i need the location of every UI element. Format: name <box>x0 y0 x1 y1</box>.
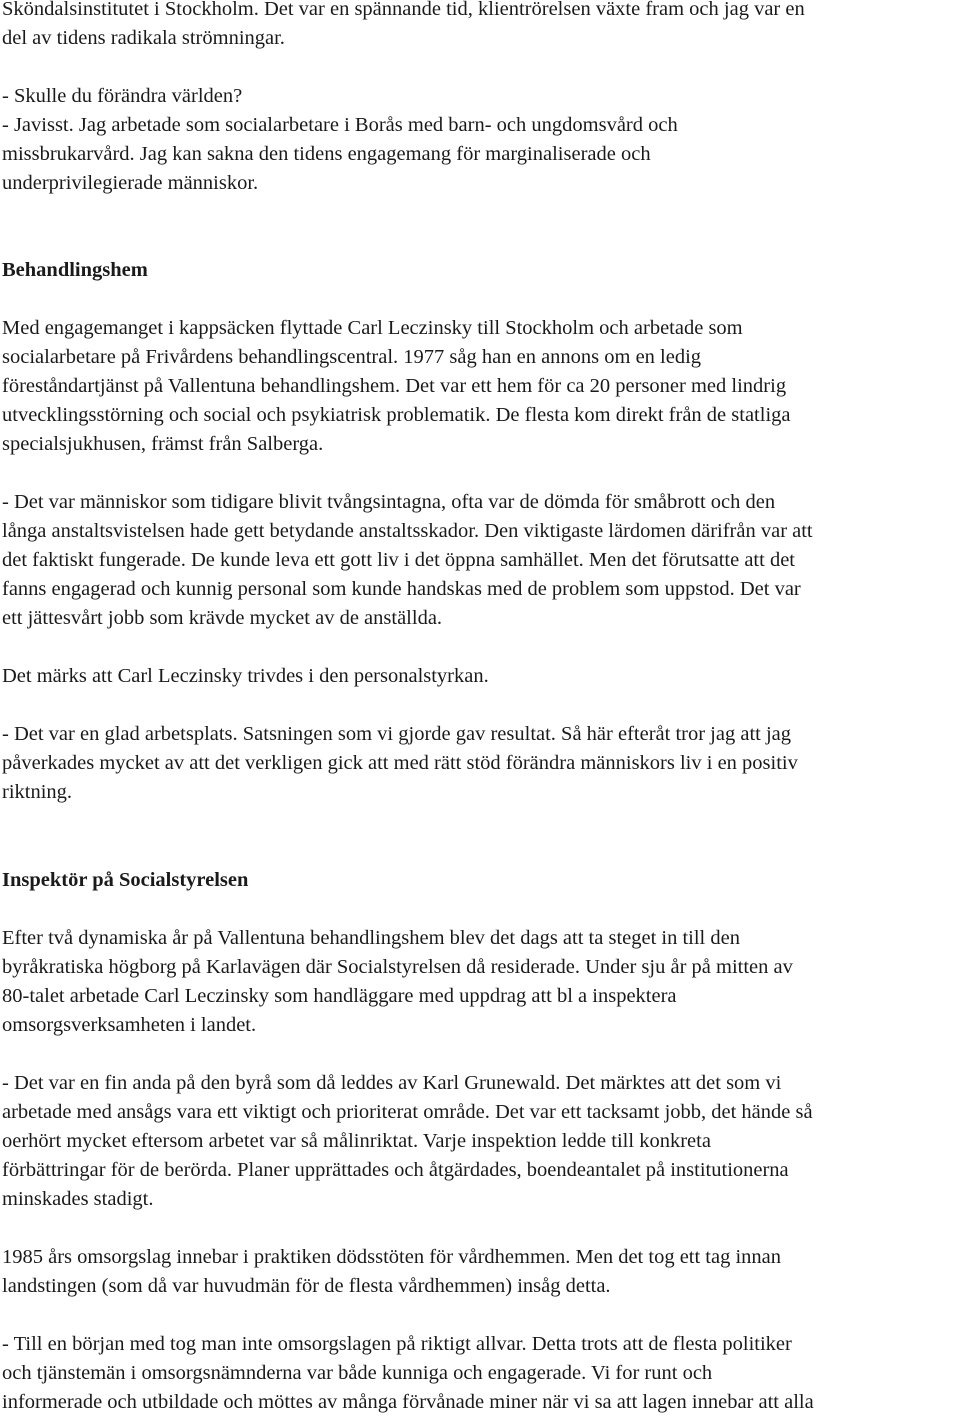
text-line: Med engagemanget i kappsäcken flyttade Carl Leczinsky till Stockholm och arbetade som <box>2 317 743 339</box>
text-line: utvecklingsstörning och social och psykiatrisk problematik. De flesta kom direkt från de statliga <box>2 404 791 426</box>
text-line: Efter två dynamiska år på Vallentuna behandlingshem blev det dags att ta steget in till den <box>2 927 740 949</box>
text-line: - Det var en glad arbetsplats. Satsningen som vi gjorde gav resultat. Så här efteråt tror jag att jag <box>2 723 791 745</box>
text-line: arbetade med ansågs vara ett viktigt och prioriterat område. Det var ett tacksamt jobb, det hände så <box>2 1101 813 1123</box>
text-line: fanns engagerad och kunnig personal som kunde handskas med de problem som uppstod. Det var <box>2 578 801 600</box>
text-line: landstingen (som då var huvudmän för de flesta vårdhemmen) insåg detta. <box>2 1275 611 1297</box>
text-line: 1985 års omsorgslag innebar i praktiken dödsstöten för vårdhemmen. Men det tog ett tag innan <box>2 1246 782 1268</box>
text-line: långa anstaltsvistelsen hade gett betydande anstaltsskador. Den viktigaste lärdomen därifrån var att <box>2 520 813 542</box>
text-line: föreståndartjänst på Vallentuna behandlingshem. Det var ett hem för ca 20 personer med lindrig <box>2 375 787 397</box>
text-line: det faktiskt fungerade. De kunde leva ett gott liv i det öppna samhället. Men det förutsatte att det <box>2 549 795 571</box>
text-line: omsorgsverksamheten i landet. <box>2 1014 257 1036</box>
text-line: ett jättesvårt jobb som krävde mycket av de anställda. <box>2 607 443 629</box>
text-line: missbrukarvård. Jag kan sakna den tidens engagemang för marginaliserade och <box>2 143 651 165</box>
text-line: - Det var en fin anda på den byrå som då leddes av Karl Grunewald. Det märktes att det som vi <box>2 1072 782 1094</box>
text-line: specialsjukhusen, främst från Salberga. <box>2 433 324 455</box>
text-line: riktning. <box>2 781 73 803</box>
text-line: påverkades mycket av att det verkligen gick att med rätt stöd förändra människors liv i en positiv <box>2 752 798 774</box>
text-line: socialarbetare på Frivårdens behandlingscentral. 1977 såg han en annons om en ledig <box>2 346 702 368</box>
text-line: 80-talet arbetade Carl Leczinsky som handläggare med uppdrag att bl a inspektera <box>2 985 677 1007</box>
text-line: förbättringar för de berörda. Planer upprättades och åtgärdades, boendeantalet på institutionerna <box>2 1159 789 1181</box>
text-line: oerhört mycket eftersom arbetet var så målinriktat. Varje inspektion ledde till konkreta <box>2 1130 711 1152</box>
text-line: - Javisst. Jag arbetade som socialarbetare i Borås med barn- och ungdomsvård och <box>2 114 678 136</box>
text-line: och tjänstemän i omsorgsnämnderna var både kunniga och engagerade. Vi for runt och <box>2 1362 713 1384</box>
heading-text: Inspektör på Socialstyrelsen <box>2 869 249 891</box>
text-line: del av tidens radikala strömningar. <box>2 27 285 49</box>
text-line: underprivilegierade människor. <box>2 172 259 194</box>
text-line: byråkratiska högborg på Karlavägen där Socialstyrelsen då residerade. Under sju år på mitten av <box>2 956 793 978</box>
text-line: - Till en början med tog man inte omsorgslagen på riktigt allvar. Detta trots att de flesta politiker <box>2 1333 792 1355</box>
text-line: informerade och utbildade och möttes av många förvånade miner när vi sa att lagen innebar att alla <box>2 1391 814 1413</box>
text-line: minskades stadigt. <box>2 1188 154 1210</box>
heading-text: Behandlingshem <box>2 259 148 281</box>
text-line: - Det var människor som tidigare blivit tvångsintagna, ofta var de dömda för småbrott och den <box>2 491 776 513</box>
text-line: Det märks att Carl Leczinsky trivdes i den personalstyrkan. <box>2 665 489 687</box>
text-line: - Skulle du förändra världen? <box>2 85 243 107</box>
text-line: Sköndalsinstitutet i Stockholm. Det var en spännande tid, klientrörelsen växte fram och jag var en <box>2 0 805 20</box>
